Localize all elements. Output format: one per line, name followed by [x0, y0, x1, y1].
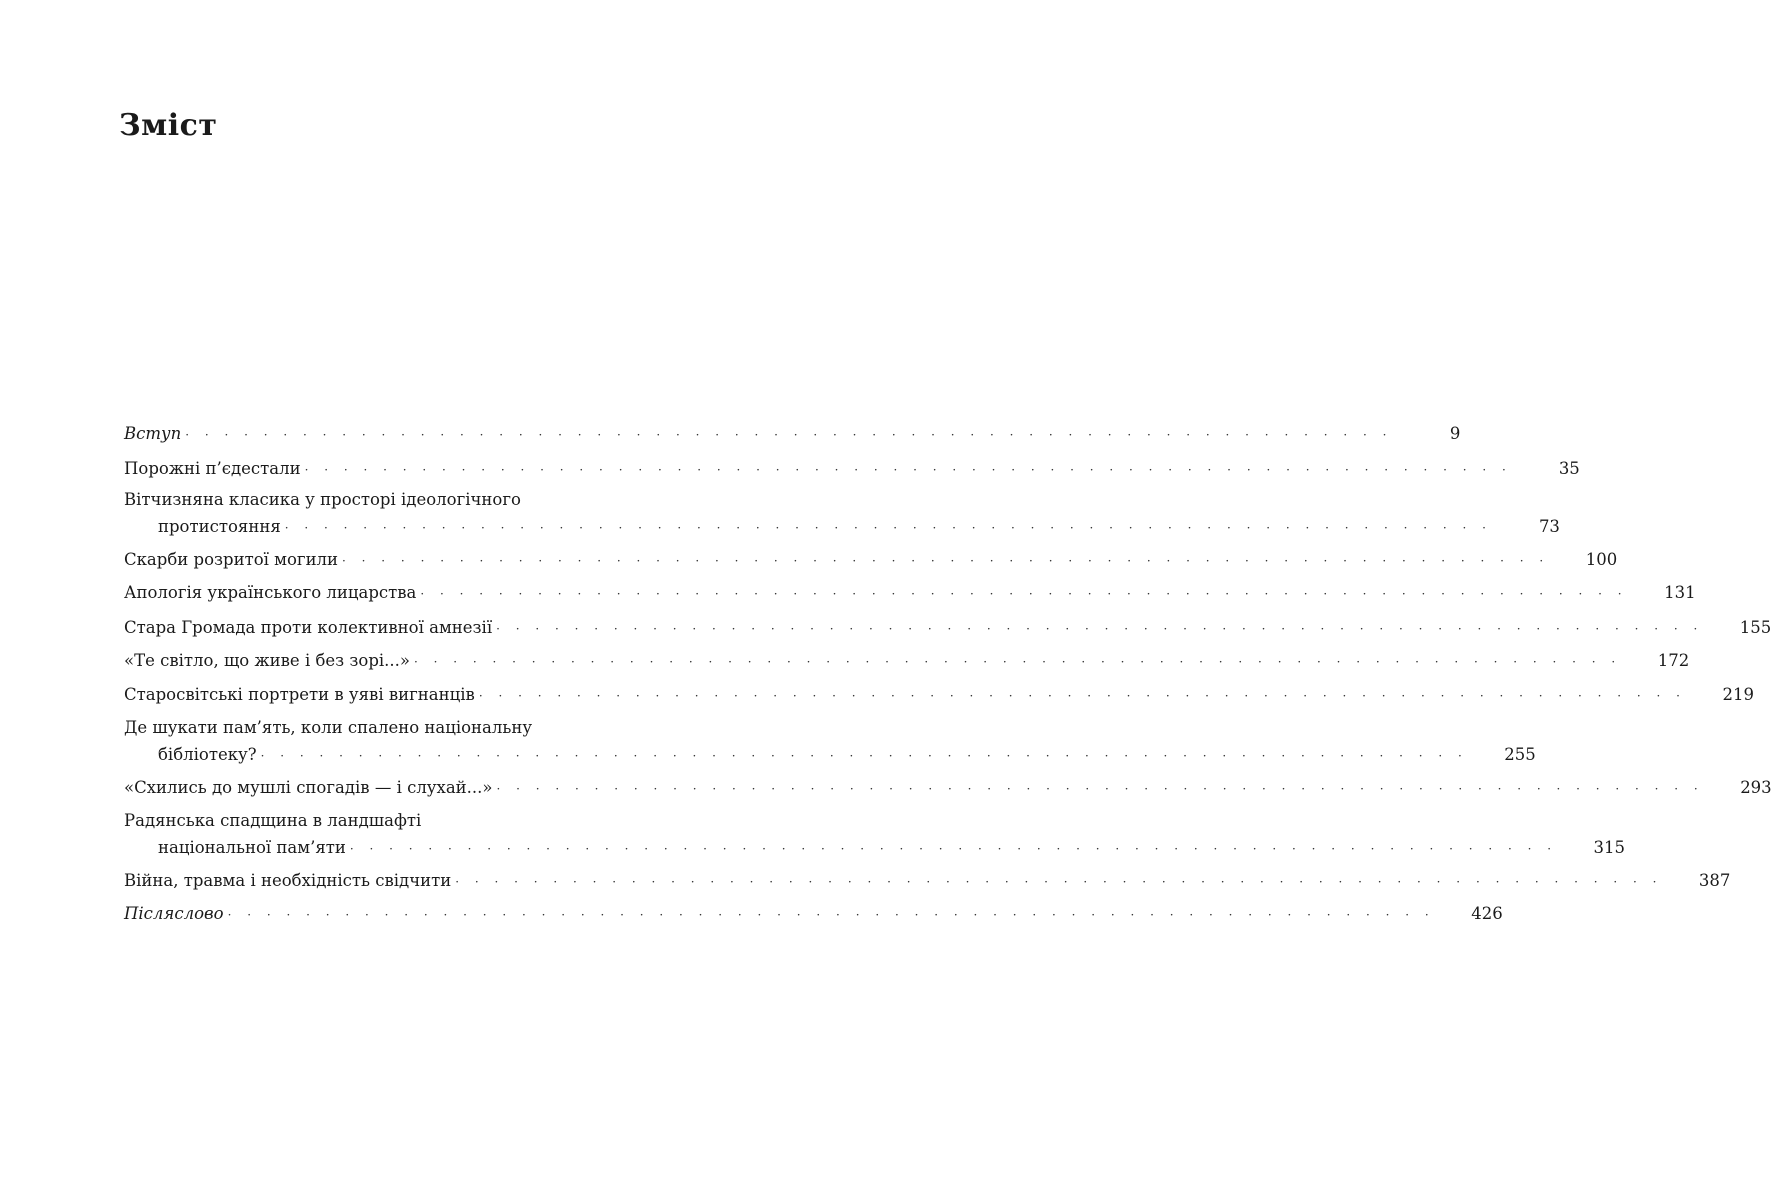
- toc-entry-page: 315: [1593, 838, 1626, 857]
- toc-entry: [124, 649, 1690, 673]
- toc-entry-page: 155: [1739, 618, 1772, 637]
- table-of-contents: [124, 0, 1772, 1181]
- toc-entry-page: 100: [1585, 550, 1618, 569]
- toc-entry: [124, 548, 1618, 572]
- toc-entry-title: Стара Громада проти колективної амнезії: [124, 618, 493, 637]
- leader-dots: · · · · · · · · · · · · · · · · · · · · · · · · · · · · · · · · · · · · · · · · · · · · · · · · · · · · · · · · · · · · · ·: [478, 689, 1686, 703]
- leader-dots: · · · · · · · · · · · · · · · · · · · · · · · · · · · · · · · · · · · · · · · · · · · · · · · · · · · · · · · · · · · · · ·: [496, 782, 1704, 796]
- toc-entry-title: Післяслово: [124, 904, 224, 923]
- toc-entry: [158, 743, 1536, 767]
- leader-dots: · · · · · · · · · · · · · · · · · · · · · · · · · · · · · · · · · · · · · · · · · · · · · · · · · · · · · · · · · · · · · ·: [185, 428, 1393, 442]
- leader-dots: · · · · · · · · · · · · · · · · · · · · · · · · · · · · · · · · · · · · · · · · · · · · · · · · · · · · · · · · · · · · · ·: [420, 587, 1628, 601]
- toc-entry: [124, 457, 1580, 481]
- leader-dots: · · · · · · · · · · · · · · · · · · · · · · · · · · · · · · · · · · · · · · · · · · · · · · · · · · · · · · · · · · · · · ·: [284, 521, 1492, 535]
- leader-dots: · · · · · · · · · · · · · · · · · · · · · · · · · · · · · · · · · · · · · · · · · · · · · · · · · · · · · · · · · · · · · ·: [349, 842, 1558, 856]
- toc-entry: [124, 616, 1772, 640]
- toc-entry-title-line1: Вітчизняна класика у просторі ідеологічного: [124, 490, 521, 509]
- leader-dots: · · · · · · · · · · · · · · · · · · · · · · · · · · · · · · · · · · · · · · · · · · · · · · · · · · · · · · · · · · · · · ·: [414, 655, 1622, 669]
- leader-dots: · · · · · · · · · · · · · · · · · · · · · · · · · · · · · · · · · · · · · · · · · · · · · · · · · · · · · · · · · · · · · ·: [304, 463, 1512, 477]
- toc-entry-title: Війна, травма і необхідність свідчити: [124, 871, 452, 890]
- toc-entry-title: Скарби розритої могили: [124, 550, 339, 569]
- toc-entry-page: 219: [1722, 685, 1754, 704]
- page-title: Зміст: [119, 108, 218, 143]
- toc-entry-title: Вступ: [124, 424, 182, 443]
- toc-entry-title-line1: Де шукати пам’ять, коли спалено національну: [124, 718, 533, 737]
- toc-entry-title: протистояння: [158, 517, 281, 536]
- toc-entry-title: Порожні п’єдестали: [124, 459, 301, 478]
- leader-dots: · · · · · · · · · · · · · · · · · · · · · · · · · · · · · · · · · · · · · · · · · · · · · · · · · · · · · · · · · · · · · ·: [496, 622, 1704, 636]
- toc-entry-page: 73: [1538, 517, 1560, 536]
- leader-dots: · · · · · · · · · · · · · · · · · · · · · · · · · · · · · · · · · · · · · · · · · · · · · · · · · · · · · · · · · · · · · ·: [260, 749, 1468, 763]
- toc-entry: [158, 515, 1560, 539]
- toc-entry: [124, 776, 1772, 800]
- toc-entry-page: 35: [1558, 459, 1580, 478]
- toc-entry: [124, 683, 1754, 707]
- toc-entry-page: 387: [1698, 871, 1731, 890]
- toc-entry-page: 9: [1449, 424, 1461, 443]
- toc-entry-title: Апологія українського лицарства: [124, 583, 417, 602]
- toc-entry-page: 172: [1657, 651, 1690, 670]
- toc-entry-title: «Схились до мушлі спогадів — і слухай...»: [124, 778, 493, 797]
- toc-entry: [124, 581, 1696, 605]
- toc-entry-title: національної пам’яти: [158, 838, 346, 857]
- leader-dots: · · · · · · · · · · · · · · · · · · · · · · · · · · · · · · · · · · · · · · · · · · · · · · · · · · · · · · · · · · · · · ·: [342, 554, 1550, 568]
- toc-entry: [124, 869, 1731, 893]
- toc-entry-page: 426: [1471, 904, 1503, 923]
- toc-entry-page: 131: [1664, 583, 1696, 602]
- toc-entry-title: «Те світло, що живе і без зорі...»: [124, 651, 411, 670]
- toc-entry-title: Старосвітські портрети в уяві вигнанців: [124, 685, 475, 704]
- toc-entry-title-line1: Радянська спадщина в ландшафті: [124, 811, 422, 830]
- toc-entry-title: бібліотеку?: [158, 745, 257, 764]
- toc-entry: [158, 836, 1626, 860]
- toc-entry-page: 293: [1740, 778, 1772, 797]
- toc-entry: [124, 902, 1503, 926]
- leader-dots: · · · · · · · · · · · · · · · · · · · · · · · · · · · · · · · · · · · · · · · · · · · · · · · · · · · · · · · · · · · · · ·: [227, 908, 1435, 922]
- leader-dots: · · · · · · · · · · · · · · · · · · · · · · · · · · · · · · · · · · · · · · · · · · · · · · · · · · · · · · · · · · · · · ·: [455, 875, 1663, 889]
- toc-entry: [124, 422, 1461, 446]
- toc-entry-page: 255: [1504, 745, 1536, 764]
